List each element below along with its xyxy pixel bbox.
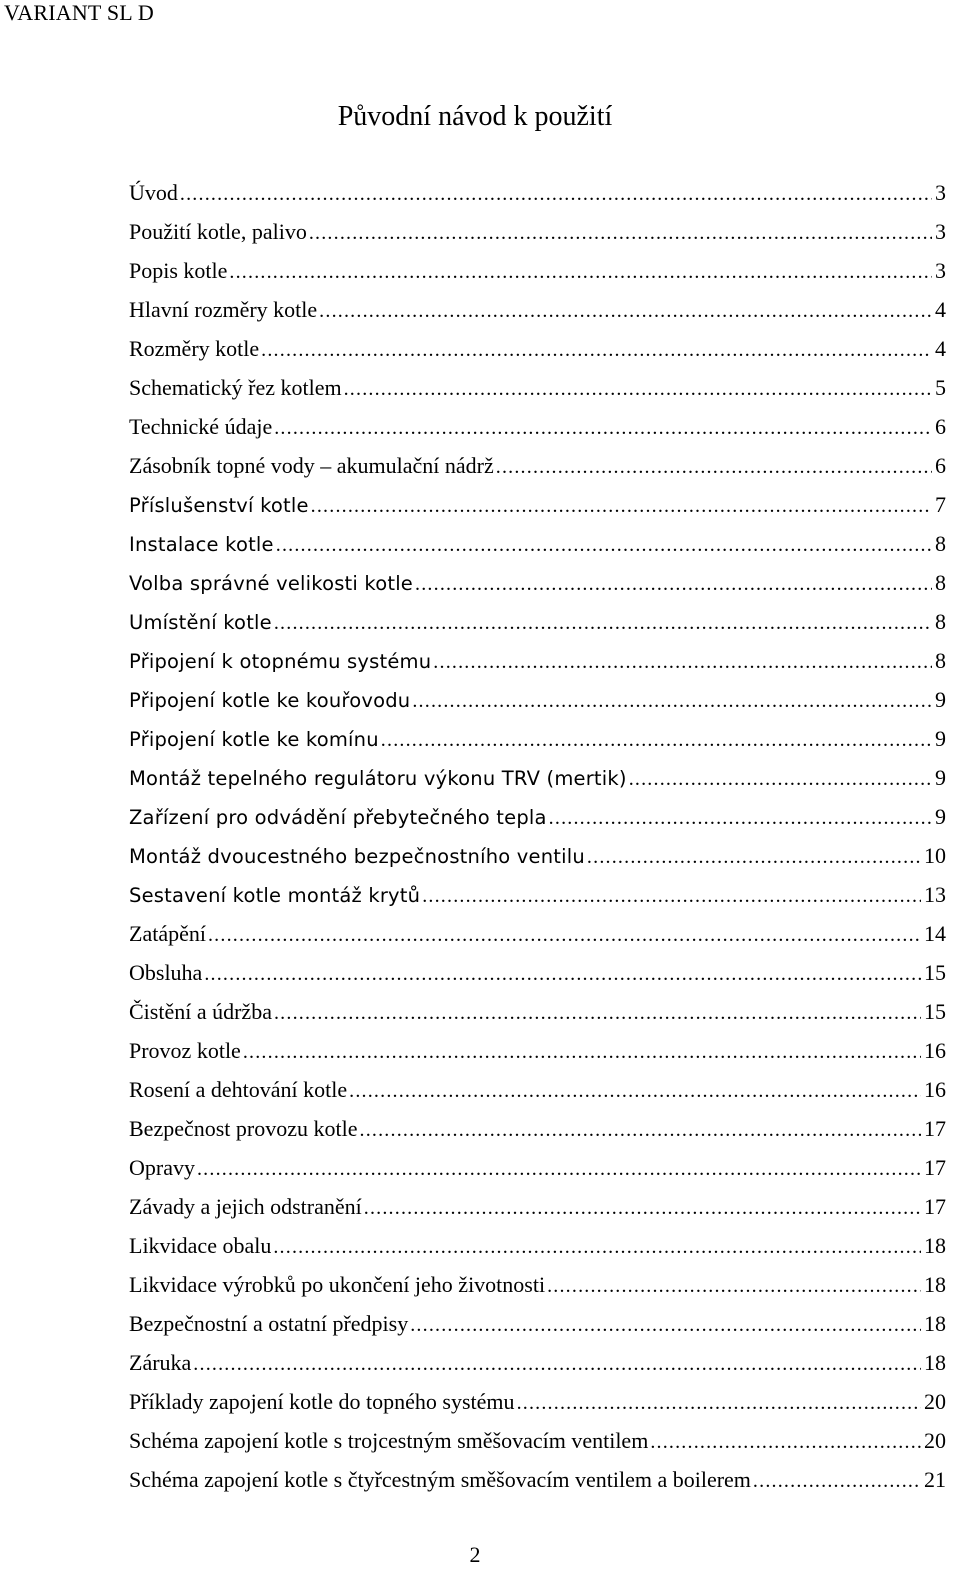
toc-entry-page-number: 3 bbox=[935, 180, 946, 205]
toc-dot-leader bbox=[587, 842, 921, 872]
toc-entry-page-number: 17 bbox=[924, 1155, 946, 1180]
toc-dot-leader bbox=[433, 647, 932, 677]
toc-entry-label: Čistění a údržba bbox=[129, 999, 272, 1024]
toc-entry-label: Bezpečnost provozu kotle bbox=[129, 1116, 358, 1141]
toc-entry-label: Montáž tepelného regulátoru výkonu TRV (mertik) bbox=[129, 767, 627, 790]
toc-entry[interactable] bbox=[129, 997, 946, 1036]
toc-entry-label: Instalace kotle bbox=[129, 533, 274, 556]
toc-entry[interactable] bbox=[129, 724, 946, 763]
toc-dot-leader bbox=[274, 998, 921, 1028]
toc-dot-leader bbox=[364, 1193, 921, 1223]
toc-entry[interactable] bbox=[129, 1153, 946, 1192]
toc-entry[interactable] bbox=[129, 1036, 946, 1075]
page-number: 2 bbox=[469, 1542, 481, 1567]
toc-entry[interactable] bbox=[129, 217, 946, 256]
toc-entry-label: Obsluha bbox=[129, 960, 203, 985]
toc-entry[interactable] bbox=[129, 958, 946, 997]
toc-dot-leader bbox=[360, 1115, 922, 1145]
toc-dot-leader bbox=[180, 179, 932, 209]
toc-entry[interactable] bbox=[129, 295, 946, 334]
toc-entry-page-number: 21 bbox=[924, 1467, 946, 1492]
toc-dot-leader bbox=[208, 920, 921, 950]
table-of-contents bbox=[129, 178, 946, 1504]
toc-entry-page-number: 18 bbox=[924, 1350, 946, 1375]
toc-entry[interactable] bbox=[129, 1114, 946, 1153]
toc-entry[interactable] bbox=[129, 1075, 946, 1114]
toc-entry[interactable] bbox=[129, 451, 946, 490]
toc-entry-page-number: 5 bbox=[935, 375, 946, 400]
toc-dot-leader bbox=[197, 1154, 921, 1184]
toc-entry[interactable] bbox=[129, 1309, 946, 1348]
toc-entry-label: Sestavení kotle montáž krytů bbox=[129, 884, 421, 907]
toc-entry-page-number: 17 bbox=[924, 1116, 946, 1141]
toc-entry-label: Připojení kotle ke komínu bbox=[129, 728, 379, 751]
toc-entry-label: Popis kotle bbox=[129, 258, 228, 283]
toc-dot-leader bbox=[381, 725, 932, 755]
toc-dot-leader bbox=[229, 257, 932, 287]
toc-dot-leader bbox=[410, 1310, 921, 1340]
toc-entry[interactable] bbox=[129, 1426, 946, 1465]
toc-entry[interactable] bbox=[129, 919, 946, 958]
toc-entry-label: Úvod bbox=[129, 180, 178, 205]
toc-entry[interactable] bbox=[129, 334, 946, 373]
toc-dot-leader bbox=[273, 1232, 921, 1262]
toc-entry-page-number: 8 bbox=[935, 531, 946, 556]
toc-entry[interactable] bbox=[129, 1348, 946, 1387]
toc-entry[interactable] bbox=[129, 568, 946, 607]
toc-entry-page-number: 7 bbox=[935, 492, 946, 517]
toc-entry-page-number: 6 bbox=[935, 453, 946, 478]
toc-entry[interactable] bbox=[129, 490, 946, 529]
toc-entry-label: Rosení a dehtování kotle bbox=[129, 1077, 348, 1102]
toc-entry[interactable] bbox=[129, 802, 946, 841]
toc-dot-leader bbox=[319, 296, 932, 326]
toc-entry-label: Schéma zapojení kotle s čtyřcestným směšovacím ventilem a boilerem bbox=[129, 1467, 751, 1492]
toc-entry-page-number: 15 bbox=[924, 999, 946, 1024]
toc-entry-page-number: 17 bbox=[924, 1194, 946, 1219]
toc-entry-label: Závady a jejich odstranění bbox=[129, 1194, 362, 1219]
toc-entry[interactable] bbox=[129, 373, 946, 412]
toc-entry-label: Příklady zapojení kotle do topného systému bbox=[129, 1389, 515, 1414]
document-header: VARIANT SL D bbox=[4, 0, 154, 25]
toc-entry-label: Opravy bbox=[129, 1155, 195, 1180]
toc-entry[interactable] bbox=[129, 685, 946, 724]
toc-dot-leader bbox=[650, 1427, 921, 1457]
toc-entry-label: Záruka bbox=[129, 1350, 192, 1375]
toc-entry-label: Zásobník topné vody – akumulační nádrž bbox=[129, 453, 494, 478]
toc-entry[interactable] bbox=[129, 880, 946, 919]
toc-entry[interactable] bbox=[129, 256, 946, 295]
toc-entry-page-number: 9 bbox=[935, 804, 946, 829]
toc-entry-page-number: 8 bbox=[935, 648, 946, 673]
toc-dot-leader bbox=[276, 530, 932, 560]
toc-entry-page-number: 9 bbox=[935, 726, 946, 751]
toc-dot-leader bbox=[204, 959, 921, 989]
toc-entry-page-number: 10 bbox=[924, 843, 946, 868]
toc-entry-page-number: 6 bbox=[935, 414, 946, 439]
toc-entry-page-number: 16 bbox=[924, 1038, 946, 1063]
toc-entry-label: Technické údaje bbox=[129, 414, 273, 439]
toc-entry[interactable] bbox=[129, 646, 946, 685]
toc-entry-label: Příslušenství kotle bbox=[129, 494, 309, 517]
toc-entry[interactable] bbox=[129, 1192, 946, 1231]
toc-entry-page-number: 18 bbox=[924, 1233, 946, 1258]
toc-dot-leader bbox=[629, 764, 932, 794]
toc-dot-leader bbox=[753, 1466, 921, 1496]
toc-dot-leader bbox=[274, 608, 932, 638]
toc-dot-leader bbox=[193, 1349, 921, 1379]
toc-entry-label: Likvidace výrobků po ukončení jeho životnosti bbox=[129, 1272, 546, 1297]
toc-entry[interactable] bbox=[129, 178, 946, 217]
toc-entry[interactable] bbox=[129, 1270, 946, 1309]
toc-entry-label: Připojení k otopnému systému bbox=[129, 650, 432, 673]
toc-entry-page-number: 20 bbox=[924, 1428, 946, 1453]
toc-entry-label: Likvidace obalu bbox=[129, 1233, 272, 1258]
toc-dot-leader bbox=[422, 881, 921, 911]
toc-entry-page-number: 20 bbox=[924, 1389, 946, 1414]
toc-entry-label: Schematický řez kotlem bbox=[129, 375, 342, 400]
toc-entry-label: Rozměry kotle bbox=[129, 336, 260, 361]
toc-dot-leader bbox=[547, 1271, 921, 1301]
toc-dot-leader bbox=[412, 686, 932, 716]
toc-entry-label: Provoz kotle bbox=[129, 1038, 241, 1063]
toc-entry-label: Montáž dvoucestného bezpečnostního ventilu bbox=[129, 845, 585, 868]
document-title: Původní návod k použití bbox=[337, 101, 613, 132]
toc-entry[interactable] bbox=[129, 412, 946, 451]
toc-entry-page-number: 14 bbox=[924, 921, 946, 946]
toc-entry-page-number: 15 bbox=[924, 960, 946, 985]
toc-entry-page-number: 16 bbox=[924, 1077, 946, 1102]
toc-entry-label: Hlavní rozměry kotle bbox=[129, 297, 318, 322]
toc-dot-leader bbox=[344, 374, 932, 404]
toc-entry-label: Použití kotle, palivo bbox=[129, 219, 307, 244]
toc-dot-leader bbox=[349, 1076, 921, 1106]
toc-entry[interactable] bbox=[129, 763, 946, 802]
toc-entry-label: Schéma zapojení kotle s trojcestným směšovacím ventilem bbox=[129, 1428, 649, 1453]
toc-dot-leader bbox=[496, 452, 932, 482]
toc-dot-leader bbox=[309, 218, 932, 248]
toc-dot-leader bbox=[243, 1037, 921, 1067]
toc-entry[interactable] bbox=[129, 841, 946, 880]
toc-dot-leader bbox=[311, 491, 932, 521]
toc-entry[interactable] bbox=[129, 1465, 946, 1504]
toc-entry-label: Umístění kotle bbox=[129, 611, 272, 634]
toc-entry-page-number: 3 bbox=[935, 219, 946, 244]
toc-entry[interactable] bbox=[129, 607, 946, 646]
toc-entry-label: Volba správné velikosti kotle bbox=[129, 572, 414, 595]
toc-entry-label: Zařízení pro odvádění přebytečného tepla bbox=[129, 806, 547, 829]
toc-entry-page-number: 8 bbox=[935, 609, 946, 634]
toc-entry[interactable] bbox=[129, 1387, 946, 1426]
toc-entry[interactable] bbox=[129, 1231, 946, 1270]
toc-entry-label: Připojení kotle ke kouřovodu bbox=[129, 689, 411, 712]
toc-dot-leader bbox=[274, 413, 932, 443]
toc-dot-leader bbox=[517, 1388, 921, 1418]
toc-entry-page-number: 4 bbox=[935, 336, 946, 361]
toc-entry-page-number: 8 bbox=[935, 570, 946, 595]
toc-dot-leader bbox=[261, 335, 932, 365]
toc-entry-page-number: 18 bbox=[924, 1311, 946, 1336]
toc-entry-page-number: 4 bbox=[935, 297, 946, 322]
toc-entry-page-number: 3 bbox=[935, 258, 946, 283]
toc-dot-leader bbox=[415, 569, 932, 599]
toc-dot-leader bbox=[549, 803, 932, 833]
toc-entry-page-number: 9 bbox=[935, 765, 946, 790]
toc-entry[interactable] bbox=[129, 529, 946, 568]
toc-entry-label: Bezpečnostní a ostatní předpisy bbox=[129, 1311, 409, 1336]
toc-entry-page-number: 18 bbox=[924, 1272, 946, 1297]
toc-entry-label: Zatápění bbox=[129, 921, 206, 946]
toc-entry-page-number: 13 bbox=[924, 882, 946, 907]
toc-entry-page-number: 9 bbox=[935, 687, 946, 712]
